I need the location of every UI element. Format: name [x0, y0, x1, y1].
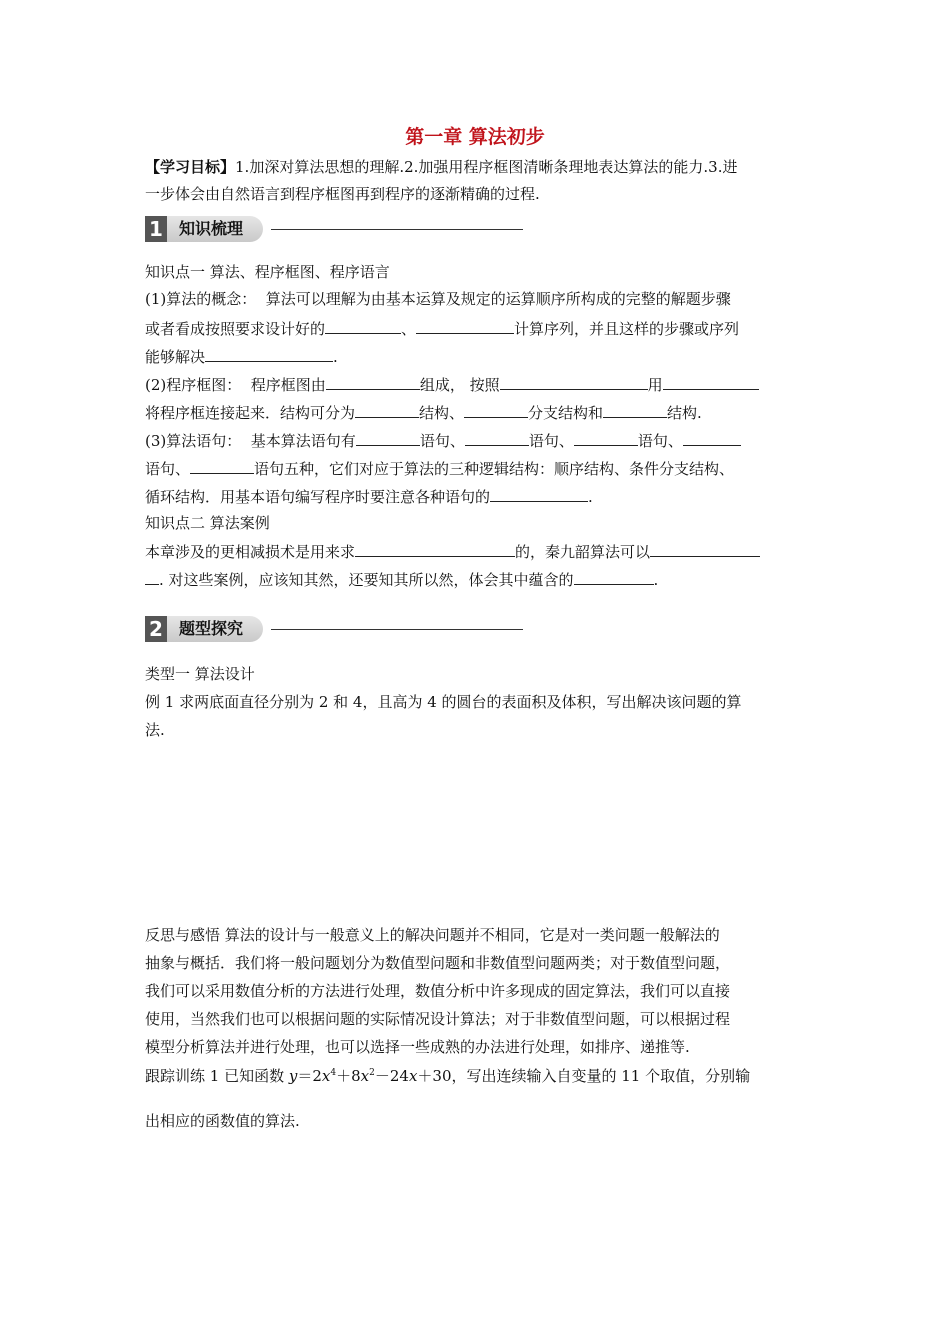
p1-l2-text-b: 、 — [401, 320, 417, 338]
section-number: 1 — [145, 216, 167, 242]
knowledge-point-2-heading: 知识点二 算法案例 — [145, 514, 270, 532]
eq-part: ＋8 — [336, 1067, 361, 1085]
p2-text-b: 组成， 按照 — [419, 376, 500, 394]
fill-blank[interactable] — [663, 374, 759, 390]
k1-p1-line-2 — [145, 318, 810, 339]
fill-blank[interactable] — [145, 569, 159, 585]
fill-blank[interactable] — [326, 374, 420, 390]
k2-l1-text-a: 本章涉及的更相减损术是用来求 — [145, 543, 356, 561]
fill-blank[interactable] — [325, 318, 401, 334]
fill-blank[interactable] — [356, 430, 420, 446]
p2-text-c: 用 — [647, 376, 663, 394]
p2-l2-text-b: 结构、 — [419, 404, 465, 422]
fill-blank[interactable] — [355, 402, 419, 418]
var-x: x — [360, 1067, 370, 1085]
reflection-line-2: 抽象与概括．我们将一般问题划分为数值型问题和非数值型问题两类；对于数值型问题， — [145, 954, 731, 972]
var-x: x — [408, 1067, 418, 1085]
k1-p3-line-2 — [145, 458, 810, 479]
section-number: 2 — [145, 616, 167, 642]
objectives-tag: 【学习目标】 — [145, 158, 236, 176]
p3-l3-text-a: 循环结构．用基本语句编写程序时要注意各种语句的 — [145, 488, 491, 506]
fill-blank[interactable] — [574, 430, 638, 446]
fill-blank[interactable] — [355, 541, 515, 557]
reflection-line-4: 使用，当然我们也可以根据问题的实际情况设计算法；对于非数值型问题，可以根据过程 — [145, 1010, 731, 1028]
p3-stmt: 语句、 — [528, 432, 574, 450]
p3-stmt: 语句、 — [637, 432, 683, 450]
eq-part: ＋30，写出连续输入自变量的 11 个取值，分别输 — [417, 1067, 751, 1085]
k1-p3-line-1 — [145, 430, 810, 451]
reflection-line-3: 我们可以采用数值分析的方法进行处理，数值分析中许多现成的固定算法，我们可以直接 — [145, 982, 731, 1000]
p1-label: (1)算法的概念： — [145, 290, 257, 308]
p2-label: (2)程序框图： — [145, 376, 242, 394]
reflection-line-1: 反思与感悟 算法的设计与一般意义上的解决问题并不相同，它是对一类问题一般解法的 — [145, 926, 720, 944]
k1-p2-line-2 — [145, 402, 810, 423]
k1-p2-line-1 — [145, 374, 810, 395]
p1-l2-text-a: 或者看成按照要求设计好的 — [145, 320, 326, 338]
p3-l3-text-b: . — [588, 488, 593, 506]
k1-p3-line-3 — [145, 486, 810, 507]
track-prefix: 跟踪训练 1 已知函数 — [145, 1067, 289, 1085]
p1-l2-text-c: 计算序列，并且这样的步骤或序列 — [514, 320, 740, 338]
exponent: 4 — [330, 1068, 337, 1078]
p3-text-a: 基本算法语句有 — [250, 432, 356, 450]
tracking-exercise-1-line-1 — [145, 1066, 810, 1086]
p2-l2-text-c: 分支结构和 — [528, 404, 604, 422]
fill-blank[interactable] — [603, 402, 667, 418]
type-1-heading: 类型一 算法设计 — [145, 665, 255, 683]
k2-line-1 — [145, 541, 810, 562]
eq-part: －24 — [374, 1067, 409, 1085]
fill-blank[interactable] — [650, 541, 760, 557]
section-label: 题型探究 — [167, 616, 263, 642]
learning-objectives-line-1 — [145, 157, 810, 177]
k2-l2-text-b: . — [653, 571, 659, 589]
k2-l2-text-a: . 对这些案例，应该知其然，还要知其所以然，体会其中蕴含的 — [159, 571, 574, 589]
example-1-line-1: 例 1 求两底面直径分别为 2 和 4，且高为 4 的圆台的表面积及体积，写出解决该问题的算 — [145, 693, 742, 711]
var-x: x — [321, 1067, 331, 1085]
var-y: y — [288, 1067, 298, 1085]
k1-p1-line-3 — [145, 346, 810, 367]
objectives-text-1: 1.加深对算法思想的理解.2.加强用程序框图清晰条理地表达算法的能力.3.进 — [235, 158, 738, 176]
learning-objectives-line-2: 一步体会由自然语言到程序框图再到程序的逐渐精确的过程. — [145, 185, 540, 203]
exponent: 2 — [369, 1068, 375, 1078]
k1-p1-line-1 — [145, 289, 810, 309]
eq-part: ＝2 — [297, 1067, 322, 1085]
tracking-exercise-1-line-2: 出相应的函数值的算法. — [145, 1112, 300, 1130]
fill-blank[interactable] — [416, 318, 514, 334]
k2-line-2 — [145, 569, 810, 590]
fill-blank[interactable] — [500, 374, 648, 390]
p1-text: 算法可以理解为由基本运算及规定的运算顺序所构成的完整的解题步骤 — [265, 290, 731, 308]
section-rule — [271, 229, 523, 230]
p2-l2-text-a: 将程序框连接起来．结构可分为 — [145, 404, 356, 422]
example-1-line-2: 法. — [145, 721, 165, 739]
p3-stmt: 语句、 — [419, 432, 465, 450]
section-rule — [271, 629, 523, 630]
p2-l2-text-d: 结构. — [667, 404, 702, 422]
fill-blank[interactable] — [683, 430, 741, 446]
p3-label: (3)算法语句： — [145, 432, 242, 450]
p3-l2-text-a: 语句、 — [145, 460, 191, 478]
section-label: 知识梳理 — [167, 216, 263, 242]
chapter-title: 第一章 算法初步 — [405, 126, 545, 148]
p2-text-a: 程序框图由 — [250, 376, 326, 394]
fill-blank[interactable] — [464, 402, 528, 418]
fill-blank[interactable] — [190, 458, 254, 474]
knowledge-point-1-heading: 知识点一 算法、程序框图、程序语言 — [145, 263, 390, 281]
p3-l2-text-b: 语句五种，它们对应于算法的三种逻辑结构：顺序结构、条件分支结构、 — [254, 460, 735, 478]
fill-blank[interactable] — [574, 569, 654, 585]
fill-blank[interactable] — [205, 346, 333, 362]
reflection-line-5: 模型分析算法并进行处理，也可以选择一些成熟的办法进行处理，如排序、递推等. — [145, 1038, 690, 1056]
fill-blank[interactable] — [465, 430, 529, 446]
p1-l3-text-a: 能够解决 — [145, 348, 206, 366]
p1-l3-text-b: . — [333, 348, 338, 366]
fill-blank[interactable] — [490, 486, 588, 502]
k2-l1-text-b: 的，秦九韶算法可以 — [515, 543, 651, 561]
